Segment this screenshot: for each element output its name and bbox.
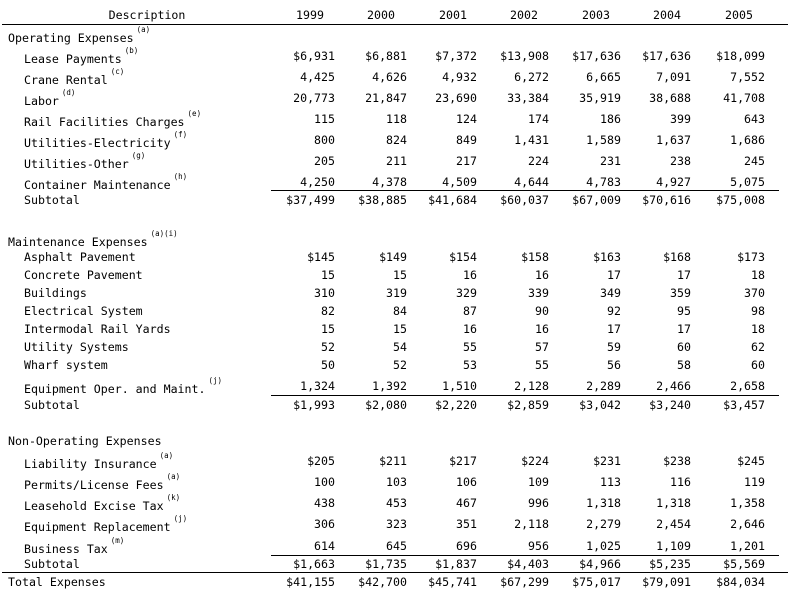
subtotal-row bbox=[0, 555, 792, 573]
subtotal-rule bbox=[271, 395, 779, 396]
cell-value: $154 bbox=[449, 250, 477, 264]
cell-value: 996 bbox=[528, 496, 549, 510]
cell-value: $1,735 bbox=[365, 557, 407, 571]
cell-value: 118 bbox=[386, 112, 407, 126]
table-row bbox=[0, 173, 792, 191]
cell-value: 174 bbox=[528, 112, 549, 126]
cell-value: 645 bbox=[386, 539, 407, 553]
table-row bbox=[0, 515, 792, 533]
cell-value: $7,372 bbox=[435, 49, 477, 63]
cell-value: 16 bbox=[535, 322, 549, 336]
table-row bbox=[0, 68, 792, 86]
cell-value: $3,042 bbox=[579, 398, 621, 412]
cell-value: 4,509 bbox=[442, 175, 477, 189]
table-row bbox=[0, 152, 792, 170]
row-label: Business Tax bbox=[24, 541, 108, 556]
cell-value: $3,457 bbox=[723, 398, 765, 412]
cell-value: 35,919 bbox=[579, 91, 621, 105]
cell-value: $158 bbox=[521, 250, 549, 264]
cell-value: 1,025 bbox=[586, 539, 621, 553]
row-label: Subtotal bbox=[24, 193, 80, 207]
cell-value: $224 bbox=[521, 454, 549, 468]
cell-value: $4,403 bbox=[507, 557, 549, 571]
row-label: Crane Rental bbox=[24, 72, 108, 87]
cell-value: $2,220 bbox=[435, 398, 477, 412]
cell-value: $1,993 bbox=[293, 398, 335, 412]
cell-value: 4,425 bbox=[300, 70, 335, 84]
cell-value: 82 bbox=[321, 304, 335, 318]
cell-value: 41,708 bbox=[723, 91, 765, 105]
cell-value: 6,665 bbox=[586, 70, 621, 84]
footnote-marker: (j) bbox=[208, 376, 223, 385]
cell-value: $2,859 bbox=[507, 398, 549, 412]
cell-value: 60 bbox=[677, 340, 691, 354]
subtotal-row bbox=[0, 191, 792, 209]
cell-value: 16 bbox=[463, 268, 477, 282]
cell-value: 956 bbox=[528, 539, 549, 553]
cell-value: 95 bbox=[677, 304, 691, 318]
cell-value: 399 bbox=[670, 112, 691, 126]
cell-value: 1,358 bbox=[730, 496, 765, 510]
cell-value: 2,289 bbox=[586, 379, 621, 393]
cell-value: 98 bbox=[751, 304, 765, 318]
table-row bbox=[0, 302, 792, 320]
cell-value: $37,499 bbox=[286, 193, 335, 207]
row-label: Liability Insurance bbox=[24, 456, 157, 471]
subtotal-rule bbox=[271, 555, 779, 556]
table-row bbox=[0, 320, 792, 338]
footnote-marker: (h) bbox=[173, 172, 188, 181]
row-label: Buildings bbox=[24, 286, 87, 300]
cell-value: $238 bbox=[663, 454, 691, 468]
table-row bbox=[0, 284, 792, 302]
table-row bbox=[0, 266, 792, 284]
cell-value: 1,318 bbox=[586, 496, 621, 510]
cell-value: 323 bbox=[386, 517, 407, 531]
table-row bbox=[0, 89, 792, 107]
table-row bbox=[0, 338, 792, 356]
subtotal-row bbox=[0, 396, 792, 414]
header-year: 2003 bbox=[582, 8, 610, 22]
row-label: Utilities-Other bbox=[24, 156, 129, 171]
cell-value: 109 bbox=[528, 475, 549, 489]
cell-value: 4,378 bbox=[372, 175, 407, 189]
cell-value: 2,454 bbox=[656, 517, 691, 531]
cell-value: 5,075 bbox=[730, 175, 765, 189]
total-row bbox=[0, 573, 792, 591]
cell-value: 17 bbox=[607, 268, 621, 282]
subtotal-rule bbox=[271, 190, 779, 191]
row-label: Equipment Oper. and Maint. bbox=[24, 381, 206, 396]
cell-value: $60,037 bbox=[500, 193, 549, 207]
section-title-operating bbox=[0, 26, 792, 44]
cell-value: 224 bbox=[528, 154, 549, 168]
cell-value: 2,646 bbox=[730, 517, 765, 531]
cell-value: 33,384 bbox=[507, 91, 549, 105]
cell-value: $1,663 bbox=[293, 557, 335, 571]
row-label: Equipment Replacement bbox=[24, 519, 171, 534]
row-label: Concrete Pavement bbox=[24, 268, 143, 282]
cell-value: $70,616 bbox=[642, 193, 691, 207]
cell-value: 349 bbox=[600, 286, 621, 300]
section-title: Non-Operating Expenses bbox=[8, 434, 162, 448]
cell-value: 55 bbox=[535, 358, 549, 372]
footnote-marker: (d) bbox=[61, 88, 76, 97]
cell-value: 824 bbox=[386, 133, 407, 147]
cell-value: 1,109 bbox=[656, 539, 691, 553]
cell-value: 16 bbox=[463, 322, 477, 336]
cell-value: 1,392 bbox=[372, 379, 407, 393]
cell-value: $231 bbox=[593, 454, 621, 468]
cell-value: 87 bbox=[463, 304, 477, 318]
footnote-marker: (f) bbox=[173, 130, 188, 139]
header-year: 2000 bbox=[367, 8, 395, 22]
cell-value: 1,510 bbox=[442, 379, 477, 393]
cell-value: $42,700 bbox=[358, 575, 407, 589]
table-row bbox=[0, 356, 792, 374]
cell-value: $38,885 bbox=[358, 193, 407, 207]
cell-value: 52 bbox=[393, 358, 407, 372]
cell-value: 1,686 bbox=[730, 133, 765, 147]
cell-value: $1,837 bbox=[435, 557, 477, 571]
row-label: Asphalt Pavement bbox=[24, 250, 136, 264]
header-year: 2001 bbox=[439, 8, 467, 22]
cell-value: 60 bbox=[751, 358, 765, 372]
cell-value: 115 bbox=[314, 112, 335, 126]
table-row bbox=[0, 377, 792, 395]
cell-value: 231 bbox=[600, 154, 621, 168]
section-title: Operating Expenses bbox=[8, 30, 134, 45]
cell-value: 6,272 bbox=[514, 70, 549, 84]
cell-value: 17 bbox=[677, 322, 691, 336]
row-label: Wharf system bbox=[24, 358, 108, 372]
cell-value: 1,589 bbox=[586, 133, 621, 147]
cell-value: 370 bbox=[744, 286, 765, 300]
cell-value: 100 bbox=[314, 475, 335, 489]
footnote-marker: (a)(i) bbox=[150, 229, 178, 238]
cell-value: 4,783 bbox=[586, 175, 621, 189]
table-row bbox=[0, 47, 792, 65]
cell-value: 310 bbox=[314, 286, 335, 300]
cell-value: 359 bbox=[670, 286, 691, 300]
cell-value: 1,318 bbox=[656, 496, 691, 510]
cell-value: 339 bbox=[528, 286, 549, 300]
cell-value: 4,644 bbox=[514, 175, 549, 189]
cell-value: 50 bbox=[321, 358, 335, 372]
cell-value: 17 bbox=[607, 322, 621, 336]
cell-value: 438 bbox=[314, 496, 335, 510]
cell-value: 2,128 bbox=[514, 379, 549, 393]
footnote-marker: (j) bbox=[173, 514, 188, 523]
cell-value: $4,966 bbox=[579, 557, 621, 571]
cell-value: 21,847 bbox=[365, 91, 407, 105]
footnote-marker: (a) bbox=[136, 25, 151, 34]
row-label: Leasehold Excise Tax bbox=[24, 498, 164, 513]
cell-value: 245 bbox=[744, 154, 765, 168]
cell-value: 23,690 bbox=[435, 91, 477, 105]
header-year: 2004 bbox=[653, 8, 681, 22]
cell-value: $205 bbox=[307, 454, 335, 468]
cell-value: 57 bbox=[535, 340, 549, 354]
cell-value: 59 bbox=[607, 340, 621, 354]
cell-value: 7,091 bbox=[656, 70, 691, 84]
cell-value: 2,279 bbox=[586, 517, 621, 531]
cell-value: $168 bbox=[663, 250, 691, 264]
cell-value: 849 bbox=[456, 133, 477, 147]
cell-value: 106 bbox=[456, 475, 477, 489]
row-label: Permits/License Fees bbox=[24, 477, 164, 492]
cell-value: $217 bbox=[449, 454, 477, 468]
cell-value: 186 bbox=[600, 112, 621, 126]
cell-value: $163 bbox=[593, 250, 621, 264]
cell-value: 211 bbox=[386, 154, 407, 168]
cell-value: 15 bbox=[321, 268, 335, 282]
cell-value: 20,773 bbox=[293, 91, 335, 105]
header-rule bbox=[2, 24, 788, 25]
cell-value: 2,658 bbox=[730, 379, 765, 393]
footnote-marker: (a) bbox=[159, 451, 174, 460]
row-label: Lease Payments bbox=[24, 51, 122, 66]
row-label: Intermodal Rail Yards bbox=[24, 322, 171, 336]
table-row bbox=[0, 452, 792, 470]
cell-value: $5,569 bbox=[723, 557, 765, 571]
cell-value: $75,008 bbox=[716, 193, 765, 207]
row-label: Electrical System bbox=[24, 304, 143, 318]
cell-value: 453 bbox=[386, 496, 407, 510]
cell-value: 1,431 bbox=[514, 133, 549, 147]
cell-value: 306 bbox=[314, 517, 335, 531]
cell-value: $41,684 bbox=[428, 193, 477, 207]
cell-value: $17,636 bbox=[572, 49, 621, 63]
cell-value: 119 bbox=[744, 475, 765, 489]
header-year: 2005 bbox=[725, 8, 753, 22]
cell-value: 467 bbox=[456, 496, 477, 510]
cell-value: 53 bbox=[463, 358, 477, 372]
cell-value: 55 bbox=[463, 340, 477, 354]
cell-value: 1,324 bbox=[300, 379, 335, 393]
cell-value: 800 bbox=[314, 133, 335, 147]
cell-value: $6,881 bbox=[365, 49, 407, 63]
cell-value: 116 bbox=[670, 475, 691, 489]
cell-value: 7,552 bbox=[730, 70, 765, 84]
cell-value: 1,201 bbox=[730, 539, 765, 553]
row-label: Subtotal bbox=[24, 398, 80, 412]
table-row bbox=[0, 473, 792, 491]
cell-value: $67,009 bbox=[572, 193, 621, 207]
footnote-marker: (m) bbox=[110, 536, 125, 545]
cell-value: $245 bbox=[737, 454, 765, 468]
cell-value: 4,927 bbox=[656, 175, 691, 189]
table-row bbox=[0, 248, 792, 266]
footnote-marker: (a) bbox=[166, 472, 181, 481]
cell-value: 90 bbox=[535, 304, 549, 318]
cell-value: $75,017 bbox=[572, 575, 621, 589]
cell-value: 18 bbox=[751, 268, 765, 282]
cell-value: 62 bbox=[751, 340, 765, 354]
cell-value: 205 bbox=[314, 154, 335, 168]
cell-value: $6,931 bbox=[293, 49, 335, 63]
cell-value: 4,250 bbox=[300, 175, 335, 189]
footnote-marker: (e) bbox=[187, 109, 202, 118]
table-header bbox=[0, 6, 792, 24]
cell-value: $149 bbox=[379, 250, 407, 264]
footnote-marker: (g) bbox=[131, 151, 146, 160]
row-label: Subtotal bbox=[24, 557, 80, 571]
cell-value: $5,235 bbox=[649, 557, 691, 571]
cell-value: 15 bbox=[393, 268, 407, 282]
cell-value: $211 bbox=[379, 454, 407, 468]
cell-value: 56 bbox=[607, 358, 621, 372]
cell-value: $13,908 bbox=[500, 49, 549, 63]
cell-value: 4,932 bbox=[442, 70, 477, 84]
footnote-marker: (c) bbox=[110, 67, 125, 76]
row-label: Rail Facilities Charges bbox=[24, 114, 185, 129]
cell-value: 1,637 bbox=[656, 133, 691, 147]
header-year: 1999 bbox=[296, 8, 324, 22]
cell-value: 16 bbox=[535, 268, 549, 282]
cell-value: 238 bbox=[670, 154, 691, 168]
section-title-non-operating bbox=[0, 432, 792, 450]
cell-value: $84,034 bbox=[716, 575, 765, 589]
cell-value: $45,741 bbox=[428, 575, 477, 589]
cell-value: 15 bbox=[393, 322, 407, 336]
table-row bbox=[0, 110, 792, 128]
header-year: 2002 bbox=[510, 8, 538, 22]
table-row bbox=[0, 494, 792, 512]
cell-value: 4,626 bbox=[372, 70, 407, 84]
section-title-maintenance bbox=[0, 230, 792, 248]
cell-value: 17 bbox=[677, 268, 691, 282]
cell-value: 84 bbox=[393, 304, 407, 318]
section-title: Maintenance Expenses bbox=[8, 234, 148, 249]
cell-value: $173 bbox=[737, 250, 765, 264]
cell-value: $2,080 bbox=[365, 398, 407, 412]
cell-value: $3,240 bbox=[649, 398, 691, 412]
cell-value: 38,688 bbox=[649, 91, 691, 105]
cell-value: 351 bbox=[456, 517, 477, 531]
cell-value: 696 bbox=[456, 539, 477, 553]
cell-value: 329 bbox=[456, 286, 477, 300]
table-row bbox=[0, 131, 792, 149]
cell-value: $41,155 bbox=[286, 575, 335, 589]
cell-value: 52 bbox=[321, 340, 335, 354]
cell-value: 92 bbox=[607, 304, 621, 318]
cell-value: $18,099 bbox=[716, 49, 765, 63]
cell-value: 18 bbox=[751, 322, 765, 336]
cell-value: 614 bbox=[314, 539, 335, 553]
cell-value: 113 bbox=[600, 475, 621, 489]
cell-value: $67,299 bbox=[500, 575, 549, 589]
cell-value: 58 bbox=[677, 358, 691, 372]
row-label: Utility Systems bbox=[24, 340, 129, 354]
row-label: Labor bbox=[24, 93, 59, 108]
row-label: Utilities-Electricity bbox=[24, 135, 171, 150]
cell-value: $145 bbox=[307, 250, 335, 264]
cell-value: 217 bbox=[456, 154, 477, 168]
footnote-marker: (k) bbox=[166, 493, 181, 502]
footnote-marker: (b) bbox=[124, 46, 139, 55]
cell-value: 643 bbox=[744, 112, 765, 126]
cell-value: 124 bbox=[456, 112, 477, 126]
cell-value: 319 bbox=[386, 286, 407, 300]
table-row bbox=[0, 537, 792, 555]
header-description: Description bbox=[108, 8, 186, 22]
cell-value: 54 bbox=[393, 340, 407, 354]
cell-value: $17,636 bbox=[642, 49, 691, 63]
row-label: Container Maintenance bbox=[24, 177, 171, 192]
cell-value: 15 bbox=[321, 322, 335, 336]
row-label: Total Expenses bbox=[8, 575, 106, 589]
cell-value: 2,118 bbox=[514, 517, 549, 531]
cell-value: $79,091 bbox=[642, 575, 691, 589]
cell-value: 2,466 bbox=[656, 379, 691, 393]
cell-value: 103 bbox=[386, 475, 407, 489]
